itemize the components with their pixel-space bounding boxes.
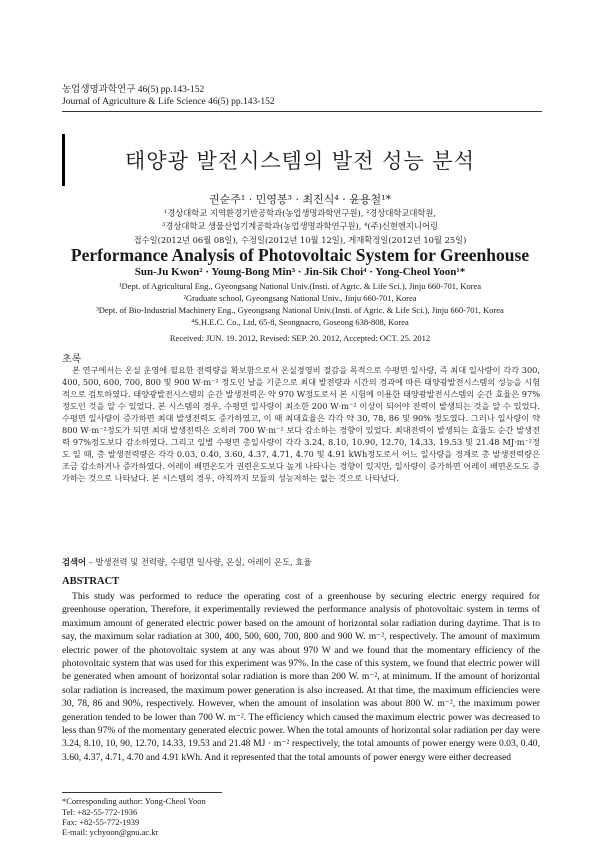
dates-ko: 접수일(2012년 06월 08일), 수정일(2012년 10월 12일), 게재확정일(2012년 10월 25일) (133, 235, 467, 245)
footnote-rule (62, 792, 222, 793)
author-fax: Fax: +82-55-772-1939 (62, 817, 140, 827)
author-email: E-mail: ychyoon@gnu.ac.kr (62, 827, 159, 837)
authors-en: Sun-Ju Kwon² · Young-Bong Min³ · Jin-Sik Choi⁴ · Yong-Cheol Yoon¹* (134, 266, 466, 278)
abstract-en-body: This study was performed to reduce the operating cost of a greenhouse by securing electric energy required for greenhouse operation. Therefore, it experimentally reviewed the performance analysis of photovoltaic system in terms of maximum amount of generated electric power based on the amount of horizontal solar radiation during daytime. That is to say, the maximum solar radiation at 300, 400, 500, 600, 700, 800 and 900 W. m⁻², respectively. The amount of maximum electric power of the photovoltaic system at any was about 970 W and we found that the momentary efficiency of the photovoltaic system that was used for this experiment was 97%. In the case of this system, we found that electric power will be generated when amount of horizontal solar radiation is more than 200 W. m⁻², at minimum. If the amount of horizontal solar radiation is increased, the maximum power generation is also increased. At that time, the maximum efficiencies were 30, 78, 86 and 90%, respectively. However, when the amount of insolation was about 800 W. m⁻², the maximum power generation tended to be lower than 700 W. m⁻². The efficiency which caused the maximum electric power was decreased to less than 97% of the momentary generated electric power. When the total amounts of horizontal solar radiation per day were 3.24, 8.10, 10, 90, 12.70, 14.33, 19.53 and 21.48 MJ · m⁻² respectively, the total amounts of power energy were 0.03, 0.40, 3.60, 4.37, 4.71, 4.70 and 4.91 kWh. And it represented that the total amounts of power energy were either decreased (62, 591, 540, 763)
affiliation-en-4: ⁴S.H.E.C. Co., Ltd, 65-8, Seongnacro, Goseong 638-808, Korea (191, 317, 409, 327)
received-dates: Received: JUN. 19. 2012, Revised: SEP. 20. 2012, Accepted: OCT. 25. 2012 (169, 333, 431, 343)
author-tel: Tel: +82-55-772-1936 (62, 807, 138, 817)
page-title-en: Performance Analysis of Photovoltaic System for Greenhouse (70, 245, 530, 265)
keywords-line (62, 556, 311, 568)
affiliation-ko-1: ¹경상대학교 지역환경기반공학과(농업생명과학연구원), ²경상대학교대학원, (163, 208, 437, 218)
affiliation-en-2: ²Graduate school, Gyeongsang National Univ., Jinju 660-701, Korea (183, 293, 417, 303)
keywords-label: 검색어 (62, 557, 87, 567)
affiliation-en-1: ¹Dept. of Agricultural Eng., Gyeongsang National Univ.(Insti. of Agric. & Life Sci.), Jinju 660-701, Korea (119, 281, 481, 291)
affiliation-en-3: ³Dept. of Bio-Industrial Machinery Eng., Gyeongsang National Univ.(Insti. of Agric. & Life Sci.), Jinju 660-701, Korea (96, 305, 504, 315)
abstract-ko-body: 본 연구에서는 온실 운영에 필요한 전력량을 확보함으로서 온실경영비 절감을 목적으로 수평면 일사량, 즉 최대 일사량이 각각 300, 400, 500, 600, 700, 800 및 900 W·m⁻² 정도인 날을 기준으로 최대 발전량과 시간의 경과에 따른 태양광발전시스템의 성능을 시험적으로 검토하였다. 태양광발전시스템의 순간 발생전력은 약 970 W정도로서 본 시험에 이용한 태양광발전시스템의 순간 효율은 97% 정도인 것을 알 수 있었다. 본 시스템의 경우, 수평면 일사량이 최소한 200 W·m⁻² 이상이 되어야 전력이 발생되는 것을 알 수 있었다. 수평면 일사량이 증가하면 최대 발생전력도 증가하였고, 이 때 최대효율은 각각 약 30, 78, 86 및 90% 정도였다. 그러나 일사량이 약 800 W·m⁻²정도가 되면 최대 발생전력은 오히려 700 W·m⁻² 보다 감소하는 경향이 있었다. 최대전력이 발생되는 효율도 순간 발생전력 97%정도보다 감소하였다. 그리고 일별 수평면 총일사량이 각각 3.24, 8.10, 10.90, 12.70, 14.33, 19.53 및 21.48 MJ·m⁻²정도 일 때, 총 발생전력량은 각각 0.03, 0.40, 3.60, 4.37, 4.71, 4.70 및 4.91 kWh정도로서 어느 일사량을 경계로 총 발생전력량은 조금 감소하거나 증가하였다. 어레이 배면온도가 권련온도보다 높게 나타나는 경향이 있지만, 일사량이 증가하면 어레이 배면온도도 증가하는 것으로 나타났다. 본 시스템의 경우, 아직까지 모듈의 성능저하는 없는 것으로 나타났다. (62, 365, 540, 483)
corresponding-author: *Corresponding author: Yong-Cheol Yoon (62, 796, 206, 806)
affiliation-ko-2: ³경상대학교 생물산업기계공학과(농업생명과학연구원), ⁴(주)신현엔지니어링 (162, 221, 438, 231)
page-title-ko: 태양광 발전시스템의 발전 성능 분석 (125, 149, 475, 173)
abstract-en-heading: ABSTRACT (62, 576, 120, 587)
keywords-list: – 발생전력 및 전력량, 수평면 일사량, 온실, 어레이 온도, 효율 (86, 557, 312, 567)
abstract-ko-heading: 초록 (62, 354, 82, 365)
journal-citation-ko: 농업생명과학연구 46(5) pp.143-152 (62, 85, 205, 95)
header-rule (62, 111, 542, 112)
journal-citation-en: Journal of Agriculture & Life Science 46(5) pp.143-152 (62, 97, 275, 107)
authors-ko: 권순주¹ · 민영봉³ · 최진식⁴ · 윤용철¹* (208, 193, 392, 206)
